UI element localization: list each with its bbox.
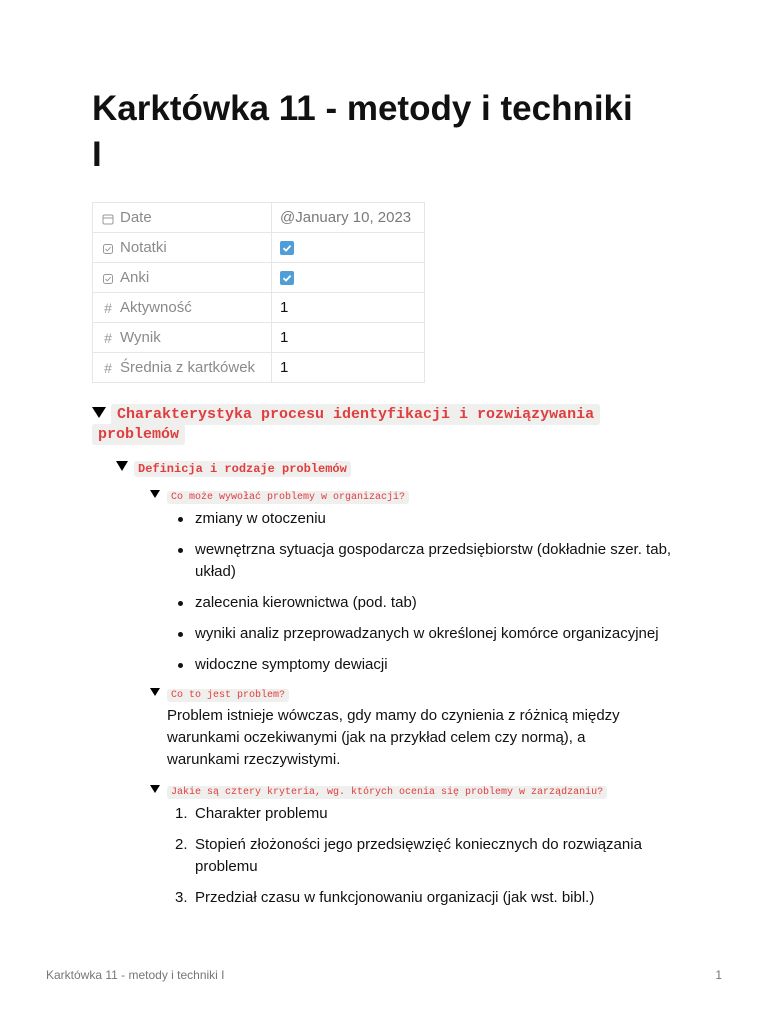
hash-icon: #	[104, 360, 112, 377]
property-value[interactable]: 1	[272, 293, 425, 323]
hash-icon: #	[104, 330, 112, 347]
answer-paragraph: Problem istnieje wówczas, gdy mamy do czynienia z różnicą między warunkami oczekiwanymi (jak na przykład celem czy normą), a warunkami rzeczywistymi.	[167, 707, 620, 768]
numbered-list	[175, 803, 685, 918]
property-key: Wynik	[120, 328, 161, 346]
checkbox-property-icon	[101, 271, 115, 285]
toggle-triangle-icon[interactable]	[150, 785, 160, 793]
properties-table	[92, 202, 425, 383]
list-item: 3. Przedział czasu w funkcjonowaniu organizacji (jak wst. bibl.)	[175, 889, 595, 906]
list-item: zmiany w otoczeniu	[195, 508, 685, 530]
property-key: Średnia z kartkówek	[120, 358, 256, 376]
hash-icon: #	[104, 300, 112, 317]
list-item: 2. Stopień złożoności jego przedsięwzięć koniecznych do rozwiązania problemu	[175, 836, 642, 875]
page-title: Karktówka 11 - metody i techniki I	[92, 89, 633, 174]
list-item: 1. Charakter problemu	[175, 805, 328, 822]
question-toggle-heading[interactable]	[150, 486, 409, 504]
property-row	[93, 323, 425, 353]
anki-checkbox[interactable]	[280, 271, 294, 285]
section-toggle-heading[interactable]	[92, 404, 642, 444]
property-key: Notatki	[120, 239, 167, 256]
toggle-triangle-icon[interactable]	[116, 461, 128, 471]
property-row	[93, 203, 425, 233]
calendar-icon	[101, 211, 115, 225]
property-value[interactable]: 1	[272, 323, 425, 353]
toggle-triangle-icon[interactable]	[150, 688, 160, 696]
bullet-list	[195, 508, 685, 685]
footer-title: Karktówka 11 - metody i techniki I	[46, 968, 225, 982]
page-footer	[46, 968, 722, 982]
subsection-heading: Definicja i rodzaje problemów	[134, 461, 351, 477]
property-key: Date	[120, 209, 152, 226]
list-item: widoczne symptomy dewiacji	[195, 654, 685, 676]
list-item: zalecenia kierownictwa (pod. tab)	[195, 592, 685, 614]
property-value[interactable]: 1	[272, 353, 425, 383]
notatki-checkbox[interactable]	[280, 241, 294, 255]
subsection-toggle-heading[interactable]	[116, 459, 351, 477]
property-key: Anki	[120, 269, 150, 286]
list-item: wewnętrzna sytuacja gospodarcza przedsiębiorstw (dokładnie szer. tab, układ)	[195, 539, 685, 583]
property-row	[93, 263, 425, 293]
property-row	[93, 353, 425, 383]
question-heading: Co może wywołać problemy w organizacji?	[167, 491, 409, 504]
property-row	[93, 233, 425, 263]
question-heading: Jakie są cztery kryteria, wg. których ocenia się problemy w zarządzaniu?	[167, 786, 607, 799]
list-item: wyniki analiz przeprowadzanych w określonej komórce organizacyjnej	[195, 623, 685, 645]
question-heading: Co to jest problem?	[167, 689, 289, 702]
property-value[interactable]: @January 10, 2023	[272, 203, 425, 233]
property-row	[93, 293, 425, 323]
toggle-triangle-icon[interactable]	[150, 490, 160, 498]
section-heading: Charakterystyka procesu identyfikacji i rozwiązywania problemów	[92, 404, 600, 445]
toggle-triangle-icon[interactable]	[92, 407, 106, 418]
checkbox-property-icon	[101, 241, 115, 255]
question-toggle-heading[interactable]	[150, 781, 607, 799]
question-toggle-heading[interactable]	[150, 684, 289, 702]
property-key: Aktywność	[120, 298, 192, 316]
page-number: 1	[715, 968, 722, 982]
